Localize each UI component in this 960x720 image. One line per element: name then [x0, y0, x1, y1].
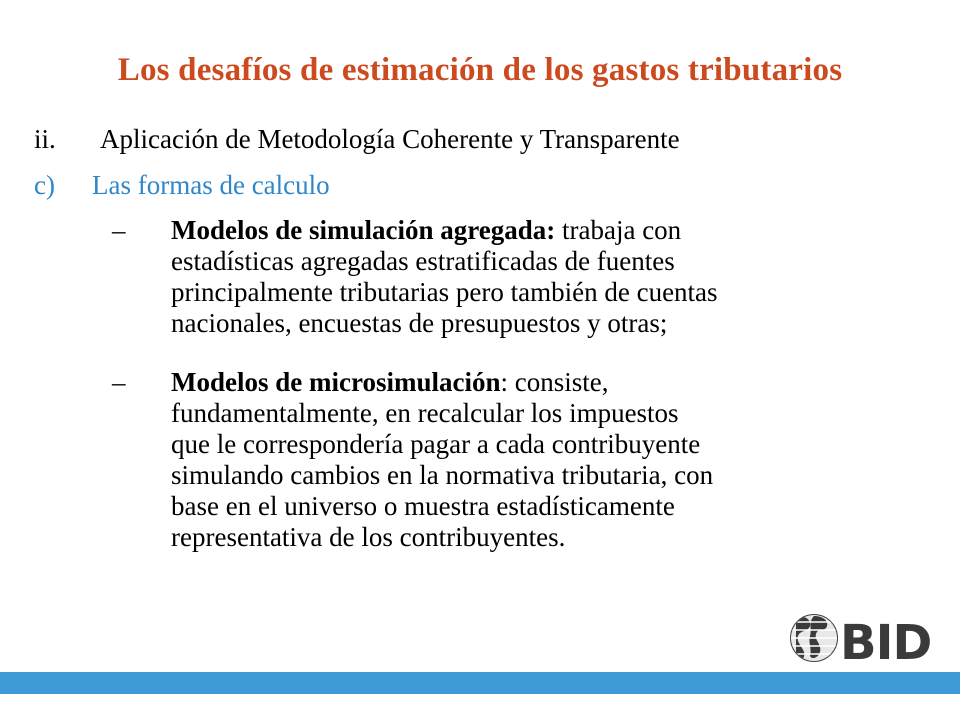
- bullet-text: [171, 367, 931, 553]
- subsection-letter: c): [34, 170, 55, 200]
- slide-title: Los desafíos de estimación de los gastos tributarios: [117, 52, 843, 88]
- bottom-bar: [0, 672, 960, 694]
- bullet-text: [171, 215, 931, 339]
- bullet-line-rest: : consiste,: [500, 367, 609, 397]
- section-numeral: ii.: [34, 124, 56, 154]
- bullet-line: que le correspondería pagar a cada contribuyente: [171, 429, 701, 459]
- subsection-heading: [34, 170, 330, 200]
- bullet-line: simulando cambios en la normativa tributaria, con: [171, 460, 714, 490]
- bullet-line: representativa de los contribuyentes.: [171, 522, 566, 552]
- bullet-line: [171, 367, 931, 398]
- section-heading-text: Aplicación de Metodología Coherente y Transparente: [100, 124, 680, 154]
- subsection-heading-text: Las formas de calculo: [92, 170, 330, 200]
- logo-text: BID: [840, 615, 930, 664]
- globe-icon: [790, 612, 930, 664]
- bullet-line: fundamentalmente, en recalcular los impuestos: [171, 398, 679, 428]
- bullet-line: estadísticas agregadas estratificadas de fuentes: [171, 246, 675, 276]
- bullet-dash: –: [112, 215, 126, 245]
- section-heading: [34, 124, 680, 154]
- bullet-line: base en el universo o muestra estadísticamente: [171, 491, 675, 521]
- bullet-term: Modelos de microsimulación: [171, 367, 501, 397]
- bullet-term: Modelos de simulación agregada:: [171, 215, 556, 245]
- bid-logo: [790, 612, 930, 664]
- bullet-line: principalmente tributarias pero también de cuentas: [171, 277, 718, 307]
- bullet-microsimulacion: [92, 367, 932, 587]
- bullet-line-rest: trabaja con: [555, 215, 682, 245]
- bullet-line: nacionales, encuestas de presupuestos y otras;: [171, 308, 668, 338]
- bullet-line: [171, 215, 931, 246]
- bullet-simulacion-agregada: [92, 215, 932, 345]
- bullet-dash: –: [112, 367, 126, 397]
